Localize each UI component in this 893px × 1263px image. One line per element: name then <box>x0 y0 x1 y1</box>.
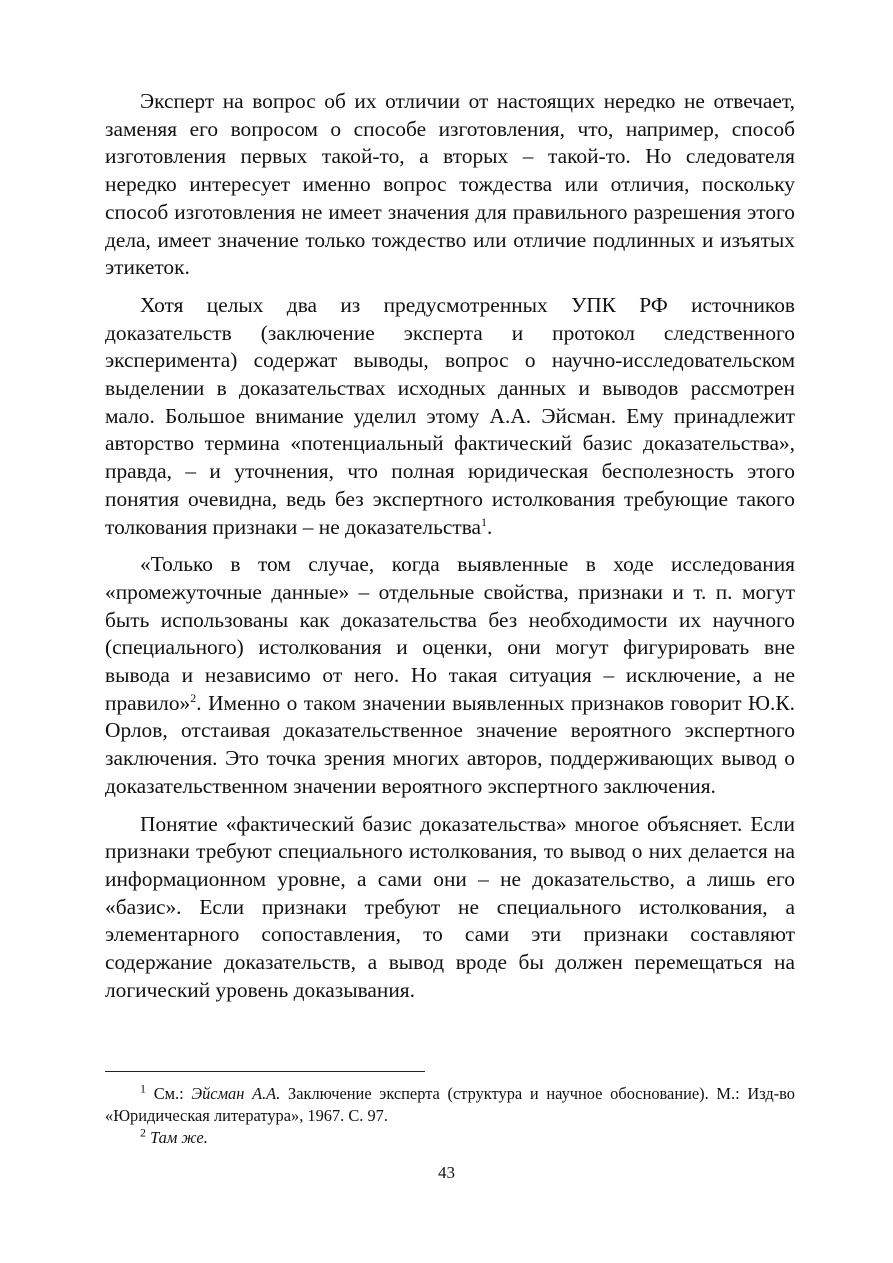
footnote-mark: 2 <box>140 1125 146 1140</box>
footnote-ref[interactable]: 2 <box>190 690 197 705</box>
footnote-ref[interactable]: 1 <box>481 514 488 529</box>
paragraph: Эксперт на вопрос об их отличии от настоящих нередко не отвечает, заменяя его вопросом о способе изготовления, что, например, способ изготовления первых такой-то, а вторых – такой-то. Но следователя нередко интересует именно вопрос тождества или отличия, поскольку способ изготовления не имеет значения для правильного разрешения этого дела, имеет значение только тождество или отличие подлинных и изъятых этикеток. <box>105 89 795 280</box>
footnote-author: Эйсман А.А. <box>191 1084 281 1103</box>
footnote <box>105 1127 795 1149</box>
page-number: 43 <box>438 1163 455 1182</box>
paragraph: Понятие «фактический базис доказательства» многое объясняет. Если признаки требуют специального истолкования, то вывод о них делается на информационном уровне, а сами они – не доказательство, а лишь его «базис». Если признаки требуют не специального истолкования, а элементарного сопоставления, то сами эти признаки составляют содержание доказательств, а вывод вроде бы должен перемещаться на логический уровень доказывания. <box>105 811 795 1002</box>
main-text <box>105 88 795 1015</box>
footnote: $^1$ См.: Эйсман А.А. Заключение эксперта (структура и научное обоснование). М.: Изд-во «Юридическая литература», 1967. С. 97. <box>105 1081 795 1125</box>
paragraph: Хотя целых два из предусмотренных УПК РФ источников доказательств (заключение эксперта и протокол следственного эксперимента) содержат выводы, вопрос о научно-исследовательском выделении в доказательствах исходных данных и выводов рассмотрен мало. Большое внимание уделил этому А.А. Эйсман. Ему принадлежит авторство термина «потенциальный фактический базис доказательства», правда, – и уточнения, что полная юридическая бесполезность этого понятия очевидна, ведь без экспертного истолкования требующие такого толкования признаки – не доказательства$^1$. <box>105 292 795 539</box>
footnote-divider <box>105 1071 425 1072</box>
footnotes <box>105 1083 795 1149</box>
footnote-mark: 1 <box>140 1081 146 1096</box>
paragraph: «Только в том случае, когда выявленные в ходе исследования «промежуточные данные» – отдельные свойства, признаки и т. п. могут быть использованы как доказательства без необходимости их научного (специального) истолкования и оценки, они могут фигурировать вне вывода и независимо от него. Но такая ситуация – исключение, а не правило»$^2$. Именно о таком значении выявленных признаков говорит Ю.К. Орлов, отстаивая доказательственное значение вероятного экспертного заключения. Это точка зрения многих авторов, поддерживающих вывод о доказательственном значении вероятного экспертного заключения. <box>105 552 795 798</box>
footnote-author: Там же. <box>150 1128 208 1147</box>
